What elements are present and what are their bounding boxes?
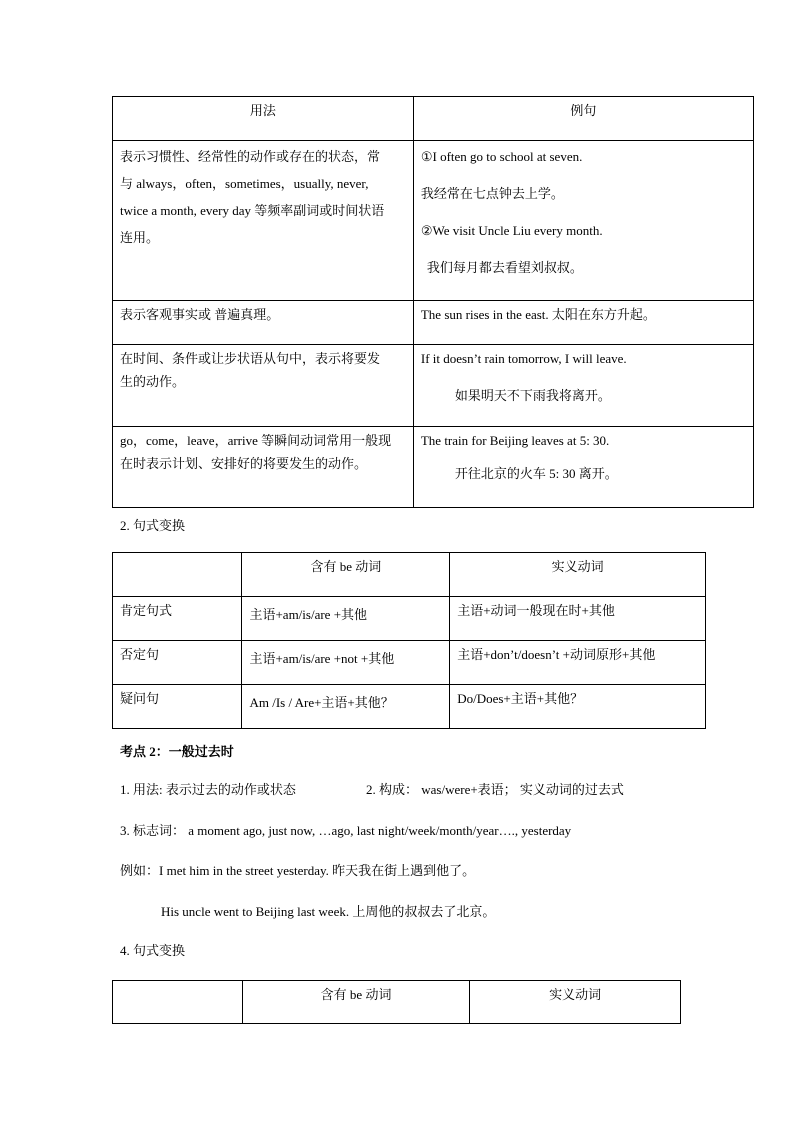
row-label: 疑问句 xyxy=(113,685,242,729)
example-header: 例句 xyxy=(413,97,753,141)
past-tense-transform-table xyxy=(112,980,681,1024)
table-cell: Do/Does+主语+其他？ xyxy=(450,685,706,729)
row-label: 肯定句式 xyxy=(113,597,242,641)
sentence-transform-table xyxy=(112,552,706,729)
usage-cell: 在时间、条件或让步状语从句中，表示将要发 生的动作。 xyxy=(113,345,414,427)
signal-words-line: 3. 标志词： a moment ago, just now, …ago, last night/week/month/year…., yesterday xyxy=(120,823,572,838)
section-heading: 考点 2：一般过去时 xyxy=(120,744,234,759)
table-cell: Am /Is / Are+主语+其他？ xyxy=(242,685,450,729)
table-cell: 主语+am/is/are +其他 xyxy=(242,597,450,641)
example-cell: The sun rises in the east. 太阳在东方升起。 xyxy=(413,301,753,345)
usage-cell: 表示客观事实或 普遍真理。 xyxy=(113,301,414,345)
table-header-empty xyxy=(113,553,242,597)
usage-cell: 表示习惯性、经常性的动作或存在的状态，常 与 always，often，sometimes，usually, never, twice a month, every day 等频率副词或时间状语 连用。 xyxy=(113,141,414,301)
example-cell: If it doesn’t rain tomorrow, I will leave. 如果明天不下雨我将离开。 xyxy=(413,345,753,427)
example-line: His uncle went to Beijing last week. 上周他的叔叔去了北京。 xyxy=(161,904,496,919)
table-header: 含有 be 动词 xyxy=(242,553,450,597)
example-cell: ①I often go to school at seven. 我经常在七点钟去上学。 ②We visit Uncle Liu every month. 我们每月都去看望刘叔叔。 xyxy=(413,141,753,301)
usage-header: 用法 xyxy=(113,97,414,141)
usage-line: 1. 用法: 表示过去的动作或状态 xyxy=(120,782,296,797)
example-line: 例如：I met him in the street yesterday. 昨天我在街上遇到他了。 xyxy=(120,863,476,878)
section-title: 2. 句式变换 xyxy=(120,518,186,533)
usage-table xyxy=(112,96,754,508)
table-header: 实义动词 xyxy=(470,981,681,1024)
usage-cell: go，come，leave，arrive 等瞬间动词常用一般现 在时表示计划、安排好的将要发生的动作。 xyxy=(113,427,414,508)
table-header: 实义动词 xyxy=(450,553,706,597)
row-label: 否定句 xyxy=(113,641,242,685)
table-cell: 主语+动词一般现在时+其他 xyxy=(450,597,706,641)
section-title: 4. 句式变换 xyxy=(120,943,186,958)
structure-line: 2. 构成： was/were+表语； 实义动词的过去式 xyxy=(366,782,624,797)
table-header-empty xyxy=(113,981,243,1024)
table-cell: 主语+am/is/are +not +其他 xyxy=(242,641,450,685)
table-header: 含有 be 动词 xyxy=(242,981,470,1024)
table-cell: 主语+don’t/doesn’t +动词原形+其他 xyxy=(450,641,706,685)
example-cell: The train for Beijing leaves at 5: 30. 开往北京的火车 5: 30 离开。 xyxy=(413,427,753,508)
